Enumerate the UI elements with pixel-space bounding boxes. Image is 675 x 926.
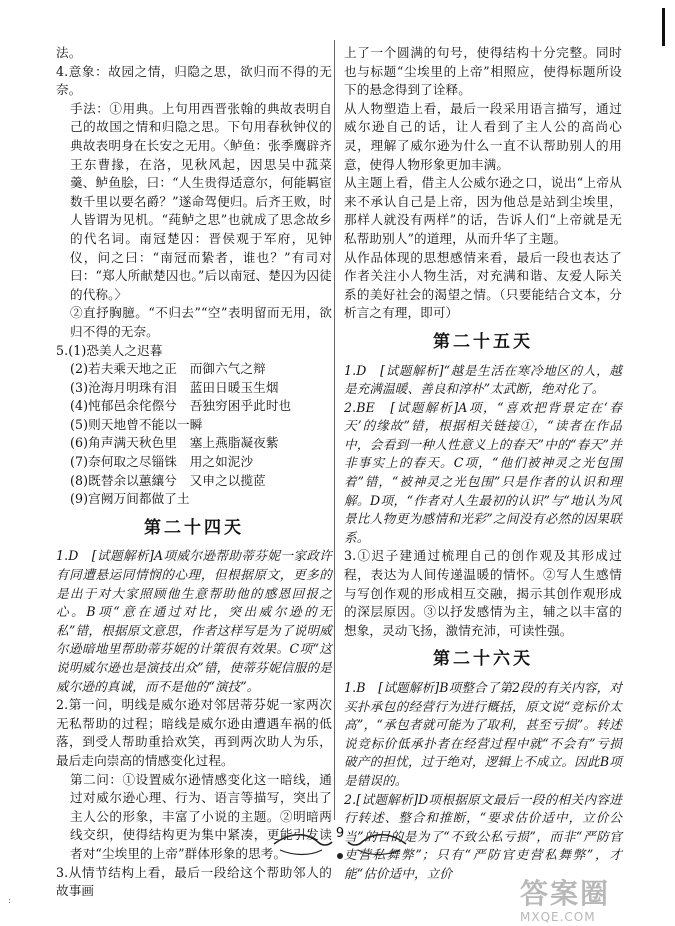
answer-4-imagery: 4.意象：故园之情，归隐之思，欲归而不得的无奈。 bbox=[56, 63, 332, 98]
answer-4-direct-expression: ②直抒胸臆。“不归去”“空”表明留而无用，欲归不得的无奈。 bbox=[70, 305, 332, 339]
answer-5-item: (3)沧海月明珠有泪 蓝田日暖玉生烟 bbox=[70, 379, 279, 395]
column-divider bbox=[334, 40, 335, 820]
answer-24-2: 2.第一问，明线是威尔逊对邻居蒂芬妮一家两次无私帮助的过程；暗线是威尔逊由遭遇车祸的低落，到受人帮助重拾欢笑，再到两次助人为乐，最后走向崇高的情感变化过程。 bbox=[56, 697, 332, 768]
answer-25-2: 2.BE [试题解析]A项，“喜欢把背景定在‘春天’的缘故”错，根据相关链接①，“读者在作品中，会看到一种人性意义上的春天”中的“春天”并非事实上的春天。C项，“他们被神灵之光包围着”错，“被神灵之光包围”只是作者的认识和理解。D项，“作者对人生最初的认识”与“地认为风景比人物更为感情和光彩”之间没有必然的因果联系。 bbox=[344, 399, 622, 545]
answer-26-2: 2.[试题解析]D项根据原文最后一段的相关内容进行转述、整合和推断，“要求估价适中，立价公当”的目的是为了“不致公私亏损”，而非“严防官吏营私舞弊”；只有“严防官吏营私舞弊”，才能“估价适中，立价 bbox=[344, 791, 622, 881]
page-edge-bar bbox=[662, 8, 665, 46]
answer-24-1: 1.D [试题解析]A项威尔逊帮助蒂芬妮一家政许有同遭悬运同情悯的心理，但根据原文，更多的是出于对大家照顾他生意帮助他的感恩回报之心。B项“意在通过对比，突出威尔逊的无私”错，根据原文意思，作者这样写是为了说明威尔逊暗地里帮助蒂芬妮的计策很有效果。C项“这说明威尔逊也是演技出众”错，使蒂芬妮信服的是威尔逊的真诚，而不是他的“演技”。 bbox=[56, 548, 332, 694]
answer-5-item: (6)角声满天秋色里 塞上燕脂凝夜紫 bbox=[70, 435, 279, 451]
watermark-text: 答案圈 bbox=[520, 877, 611, 910]
watermark-logo bbox=[520, 872, 670, 922]
answer-4-technique: 手法：①用典。上句用西晋张翰的典故表明自己的故国之情和归隐之思。下句用春秋钟仪的典故表明身在长安之无用。〈鲈鱼：张季鹰辟齐王东曹掾，在洛，见秋风起，因思吴中菰菜羹、鲈鱼脍，曰：“人生贵得适意尔，何能羁宦数千里以要名爵？”遂命驾便归。后齐王败，时人皆谓为见机。“莼鲈之思”也就成了思念故乡的代名词。南冠楚囚：晋侯观于军府，见钟仪，问之曰：“南冠而絷者，谁也？”有司对曰：“郑人所献楚囚也。”后以南冠、楚囚为囚徒的代称。〉 bbox=[70, 100, 332, 302]
answer-5-item: (2)若夫乘天地之正 而御六气之辩 bbox=[70, 361, 266, 377]
answer-26-1: 1.B [试题解析]B项整合了第2段的有关内容，对买扑承包的经营行为进行概括，原文说“竞标价太高”，“承包者就可能为了取利，甚至亏损”。转述说竞标价低承扑者在经营过程中就“不会有”亏损破产的担忧，过于绝对，逻辑上不成立。因此B项是错误的。 bbox=[344, 680, 622, 788]
answer-24-3: 3.从情节结构上看，最后一段给这个帮助邻人的故事画 bbox=[56, 864, 332, 899]
section-title-day-25: 第二十五天 bbox=[433, 331, 533, 352]
answer-25-3: 3.①迟子建通过梳理自己的创作观及其形成过程，表达为人间传递温暖的情怀。②写人生感情与写创作观的形成相互交融，揭示其创作观形成的深层原因。③以抒发感情为主，辅之以丰富的想象，灵动飞扬，激情充沛，可读性强。 bbox=[344, 548, 622, 638]
answer-24-3-character: 从人物塑造上看，最后一段采用语言描写，通过威尔逊自己的话，让人看到了主人公的高尚心灵，理解了威尔逊为什么一直不认帮助别人的用意，使得人物形象更加丰满。 bbox=[344, 100, 622, 172]
answer-5-item: (8)既替余以蕙纕兮 又申之以揽茝 bbox=[70, 472, 266, 488]
answer-5-item: (5)则天地曾不能以一瞬 bbox=[70, 416, 203, 432]
answer-24-3-cont: 上了一个圆满的句号，使得结构十分完整。同时也与标题“尘埃里的上帝”相照应，使得标题所设下的悬念得到了诠释。 bbox=[344, 45, 622, 98]
answer-5-item: (4)忳郁邑余侘傺兮 吾独穷困乎此时也 bbox=[70, 398, 292, 414]
right-column bbox=[344, 44, 622, 884]
text-line: 法。 bbox=[56, 45, 82, 60]
margin-mark: : bbox=[8, 896, 12, 906]
answer-24-2-second: 第二问：①设置威尔逊情感变化这一暗线，通过对威尔逊心理、行为、语言等描写，突出了主人公的形象，丰富了小说的主题。②明暗两线交织，使得结构更为集中紧凑，更能引发读者对“尘埃里的上帝”群体形象的思考。 bbox=[70, 771, 332, 861]
page-footer bbox=[270, 826, 410, 862]
page-number: 9 bbox=[335, 826, 345, 841]
watermark-url: MXQE.COM bbox=[520, 910, 596, 924]
section-title-day-24: 第二十四天 bbox=[144, 517, 244, 538]
left-column bbox=[56, 44, 332, 901]
answer-24-3-theme: 从主题上看，借主人公威尔逊之口，说出“上帝从来不承认自己是上帝，因为他总是站到尘埃里，那样人就没有两样”的话，告诉人们“上帝就是无私帮助别人”的道理，从而升华了主题。 bbox=[344, 175, 622, 246]
answer-5-item: (9)宫阙万间都做了土 bbox=[70, 491, 190, 507]
answer-5-item: 5.(1)恐美人之迟暮 bbox=[56, 342, 163, 358]
answer-5-item: (7)奈何取之尽锱铢 用之如泥沙 bbox=[70, 454, 254, 470]
answer-24-3-emotion: 从作品体现的思想感情来看，最后一段也表达了作者关注小人物生活，对充满和谐、友爱人际关系的美好社会的渴望之情。（只要能结合文本，分析言之有理，即可） bbox=[344, 249, 622, 321]
section-title-day-26: 第二十六天 bbox=[433, 649, 533, 670]
answer-25-1: 1.D [试题解析]“越是生活在寒冷地区的人，越是充满温暖、善良和淳朴”太武断，绝对化了。 bbox=[344, 362, 622, 397]
